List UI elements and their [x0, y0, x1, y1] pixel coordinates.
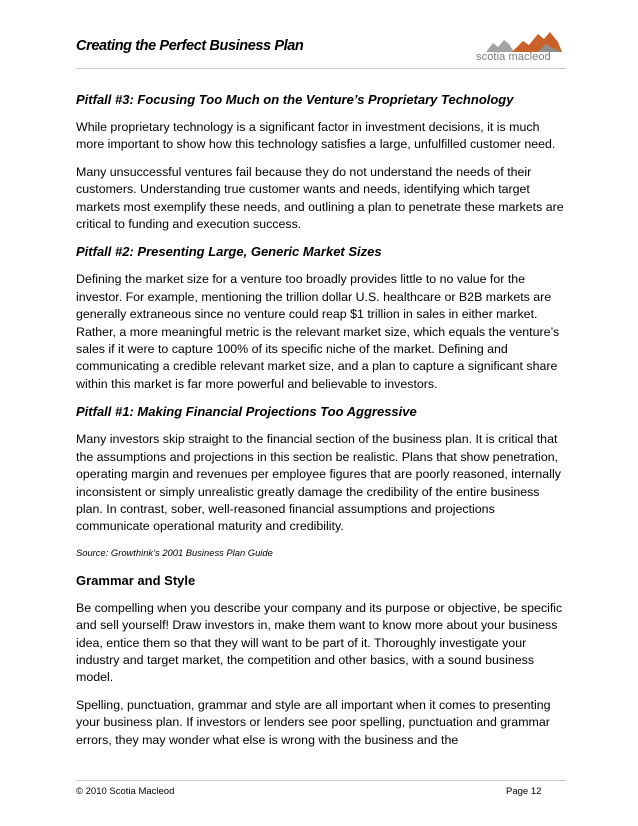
page-number: Page 12: [506, 786, 542, 797]
heading-pitfall-1: Pitfall #1: Making Financial Projections Too Aggressive: [76, 404, 417, 420]
heading-grammar-and-style: Grammar and Style: [76, 572, 196, 588]
paragraph: Many investors skip straight to the financial section of the business plan. It is critical that the assumptions and projections in this section be realistic. Plans that show penetration, operating margin and revenues per employee figures that are poorly reasoned, internally inconsistent or simply unrealistic greatly damage the credibility of the entire business plan. In contrast, sober, well-reasoned financial assumptions and projections communicate operational maturity and credibility.: [76, 432, 561, 534]
paragraph: While proprietary technology is a significant factor in investment decisions, it is much more important to show how this technology satisfies a large, unfulfilled customer need.: [76, 120, 556, 152]
footer-divider: [76, 780, 566, 781]
footer-copyright: © 2010 Scotia Macleod: [76, 786, 175, 797]
source-citation: Source: Growthink’s 2001 Business Plan Guide: [76, 546, 273, 558]
paragraph: Spelling, punctuation, grammar and style are all important when it comes to presenting your business plan. If investors or lenders see poor spelling, punctuation and grammar errors, they may wonder what else is wrong with the business and the: [76, 697, 551, 747]
company-logo: [472, 30, 568, 64]
heading-pitfall-3: Pitfall #3: Focusing Too Much on the Venture’s Proprietary Technology: [76, 92, 514, 107]
header-divider: [76, 68, 566, 69]
document-body: [76, 91, 566, 759]
logo-text: scotia macleod: [476, 51, 551, 63]
paragraph: Be compelling when you describe your company and its purpose or objective, be specific and sell yourself! Draw investors in, make them want to know more about your business idea, entice them so that they will want to be part of it. Thoroughly investigate your industry and target market, the competition and other basics, with a sound business model.: [76, 600, 563, 685]
mountain-logo-icon: [482, 30, 564, 52]
heading-pitfall-2: Pitfall #2: Presenting Large, Generic Market Sizes: [76, 244, 382, 260]
paragraph: Many unsuccessful ventures fail because they do not understand the needs of their customers. Understanding true customer wants and needs, identifying which target markets most exemplify these needs, and outlining a plan to penetrate these markets are critical to funding and execution success.: [76, 164, 564, 232]
paragraph: Defining the market size for a venture too broadly provides little to no value for the investor. For example, mentioning the trillion dollar U.S. healthcare or B2B markets are generally extraneous since no venture could reap $1 trillion in sales in either market. Rather, a more meaningful metric is the relevant market size, which equals the venture’s sales if it were to capture 100% of its specific niche of the market. Defining and communicating a credible relevant market size, and a plan to capture a significant share within this market is far more powerful and believable to investors.: [76, 272, 560, 391]
page-header: [76, 30, 572, 64]
document-title: Creating the Perfect Business Plan: [76, 38, 304, 54]
